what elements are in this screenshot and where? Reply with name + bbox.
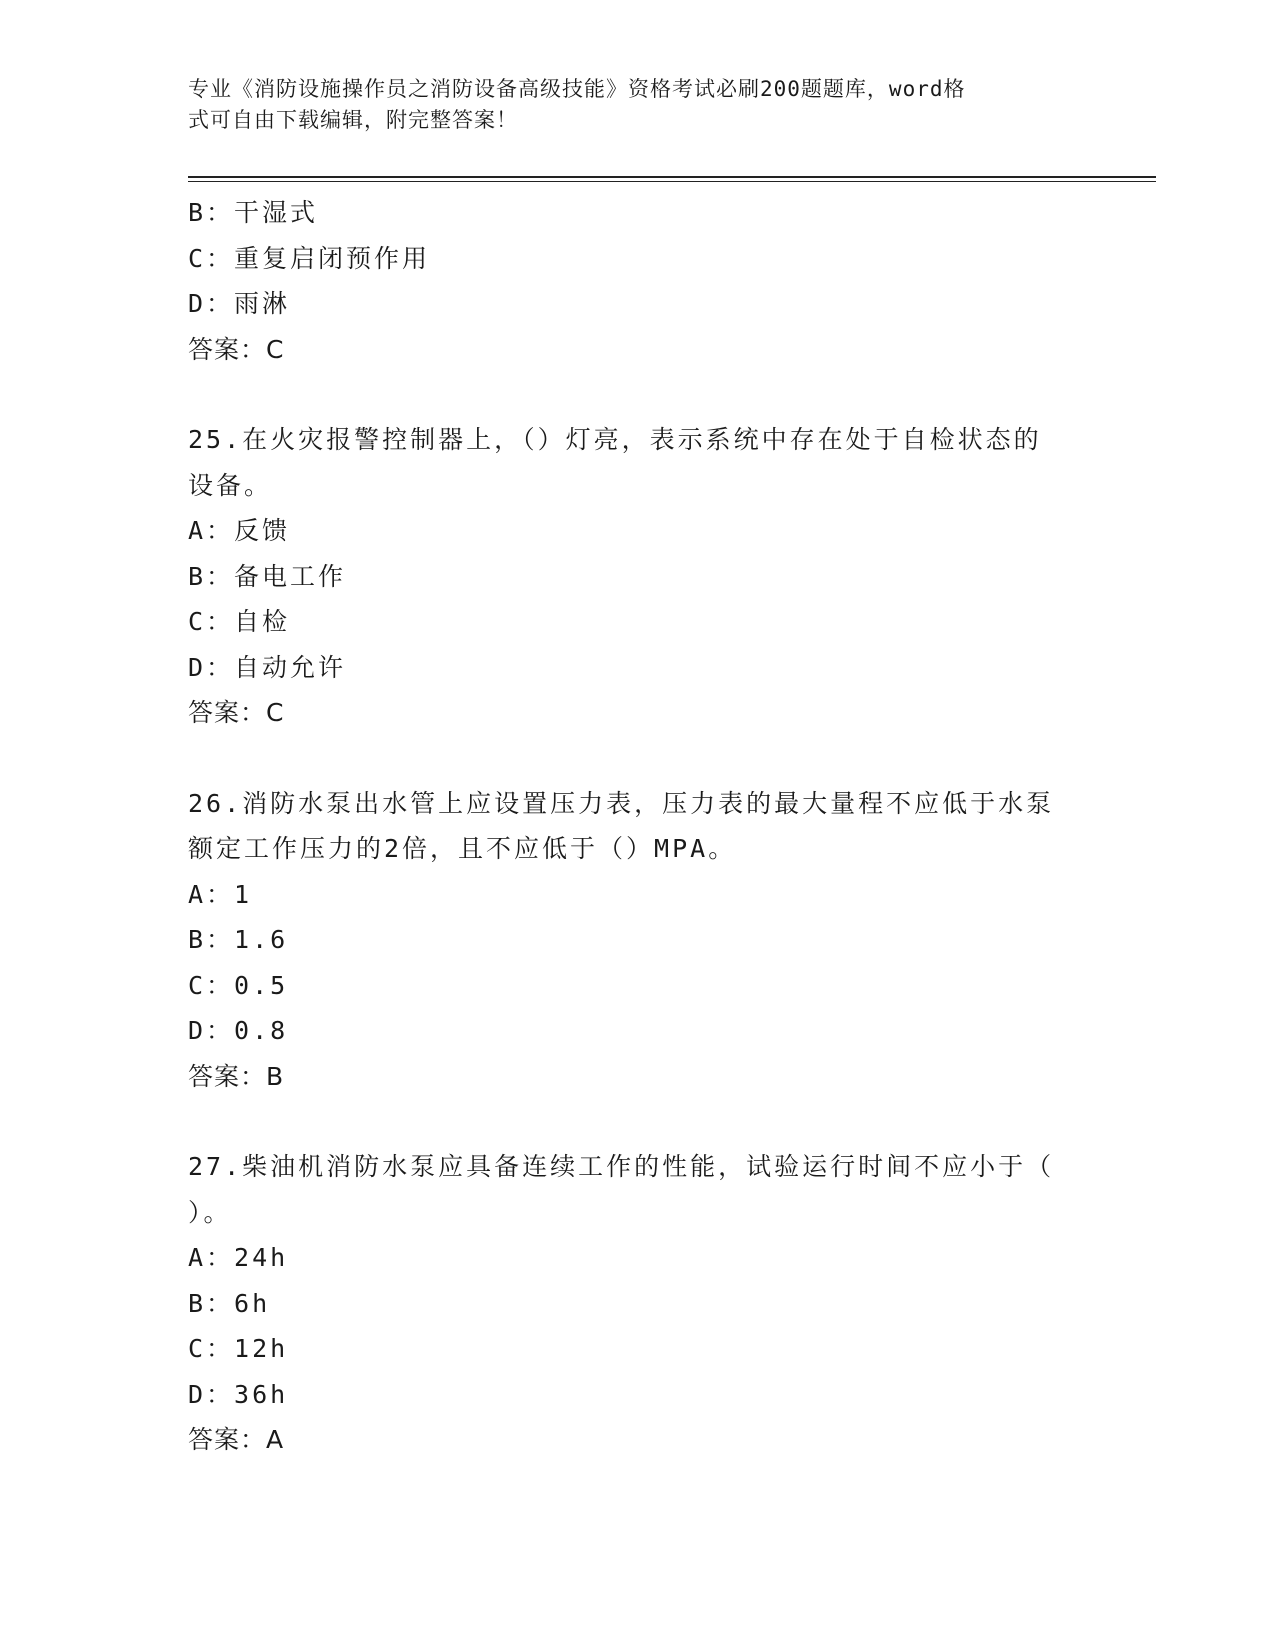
option-c: C：重复启闭预作用 — [188, 243, 431, 273]
question-list — [188, 190, 1088, 1463]
question-stem-line-2: 额定工作压力的2倍，且不应低于（）MPA。 — [188, 834, 737, 863]
option-d: D：雨淋 — [188, 289, 291, 318]
option-d: D：0.8 — [188, 1016, 289, 1045]
question-stem-line-1: 26.消防水泵出水管上应设置压力表，压力表的最大量程不应低于水泵 — [188, 788, 1055, 818]
answer-line: 答案：B — [188, 1061, 285, 1091]
question-26 — [188, 781, 1088, 1100]
option-c: C：自检 — [188, 607, 291, 636]
option-b: B：干湿式 — [188, 198, 319, 227]
continued-question — [188, 190, 1088, 372]
header-title-line-2: 式可自由下载编辑，附完整答案！ — [188, 108, 518, 132]
question-stem-line-2: ）。 — [188, 1197, 232, 1227]
answer-line: 答案：A — [188, 1425, 285, 1454]
answer-line: 答案：C — [188, 334, 285, 364]
question-stem-line-1: 25.在火灾报警控制器上，（）灯亮，表示系统中存在处于自检状态的 — [188, 425, 1042, 454]
question-25 — [188, 417, 1088, 736]
header-title-line-1: 专业《消防设施操作员之消防设备高级技能》资格考试必刷200题题库，word格 — [188, 77, 966, 101]
option-d: D：自动允许 — [188, 652, 347, 682]
option-c: C：12h — [188, 1334, 289, 1363]
document-header — [188, 74, 1068, 136]
option-a: A：反馈 — [188, 516, 291, 545]
question-27 — [188, 1144, 1088, 1463]
option-b: B：6h — [188, 1288, 271, 1318]
option-b: B：备电工作 — [188, 561, 347, 591]
answer-line: 答案：C — [188, 698, 285, 727]
option-c: C：0.5 — [188, 970, 289, 1000]
option-a: A：24h — [188, 1243, 289, 1272]
header-divider-thick — [188, 176, 1156, 178]
option-d: D：36h — [188, 1379, 289, 1409]
option-b: B：1.6 — [188, 925, 289, 954]
option-a: A：1 — [188, 879, 253, 909]
question-stem-line-1: 27.柴油机消防水泵应具备连续工作的性能，试验运行时间不应小于（ — [188, 1152, 1055, 1181]
header-divider-thin — [188, 181, 1156, 182]
question-stem-line-2: 设备。 — [188, 470, 273, 500]
